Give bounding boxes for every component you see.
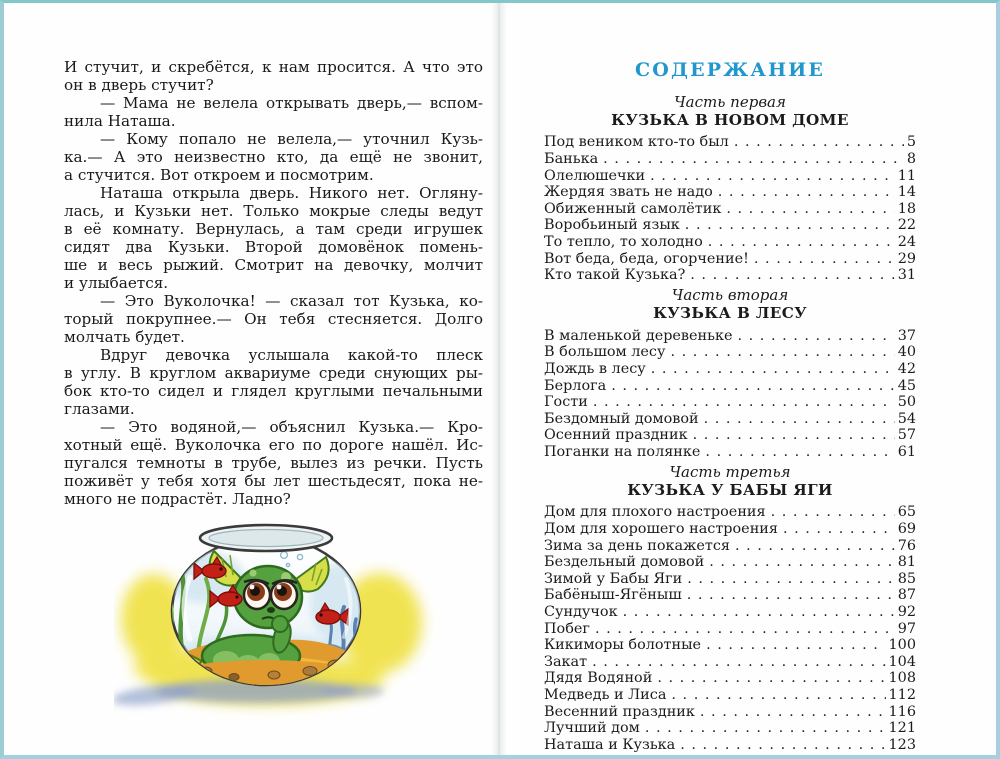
toc-entry-page: 11: [897, 167, 916, 184]
story-line: в углу. В круглом аквариуме среди снующих ры-: [64, 364, 483, 382]
story-line: сидят два Кузьки. Второй домовёнок помень-: [64, 238, 483, 256]
toc-entry-title: Кикиморы болотные: [544, 637, 702, 654]
toc-entry-row: [544, 552, 916, 569]
toc-entry-page: 14: [897, 184, 916, 201]
toc-entry-row: [544, 149, 916, 166]
toc-entry-title: В большом лесу: [544, 344, 666, 361]
toc-entry-title: Зима за день покажется: [544, 537, 730, 554]
toc-part-title: КУЗЬКА В ЛЕСУ: [653, 304, 807, 323]
toc-entry-title: Бездомный домовой: [544, 410, 699, 427]
toc-leader-dots: [701, 408, 895, 422]
toc-entry-title: Медведь и Лиса: [544, 687, 667, 704]
toc-leader-dots: [590, 392, 895, 406]
toc-entry-title: Дом для плохого настроения: [544, 504, 766, 521]
toc-entry-title: Вот беда, беда, огорчение!: [544, 250, 749, 267]
story-line: — Мама не велела открывать дверь,— вспом-: [100, 94, 483, 112]
toc-entry-page: 61: [897, 443, 916, 460]
fishbowl-illustration: [114, 507, 454, 729]
toc-entry-row: [544, 602, 916, 619]
toc-leader-dots: [697, 701, 886, 715]
toc-entry-row: [544, 734, 916, 751]
toc-entry-row: [544, 502, 916, 519]
toc-entry-page: 24: [897, 233, 916, 250]
toc-entry-row: [544, 248, 916, 265]
toc-leader-dots: [648, 359, 895, 373]
story-line: он в дверь стучит?: [64, 76, 214, 94]
toc-entry-title: Гости: [544, 394, 588, 411]
toc-entry-page: 81: [897, 554, 916, 571]
story-line: ка.— А это неизвестно кто, да ещё не звонит,: [64, 148, 483, 166]
toc-entry-row: [544, 132, 916, 149]
toc-entry-page: 42: [897, 360, 916, 377]
toc-leader-dots: [768, 502, 895, 516]
toc-entry-title: Закат: [544, 653, 588, 670]
toc-leader-dots: [732, 535, 895, 549]
toc-leader-dots: [592, 618, 895, 632]
toc-part-label: Часть первая: [674, 93, 786, 111]
toc-part-label: Часть вторая: [671, 286, 789, 305]
toc-entry-page: 37: [897, 327, 916, 344]
toc-entry-title: Бездельный домовой: [544, 554, 705, 571]
story-line: — Кому попало не велела,— уточнил Кузь-: [100, 130, 483, 148]
toc-entry-page: 104: [888, 653, 916, 670]
toc-entry-page: 22: [897, 217, 916, 234]
story-line: Наташа открыла дверь. Никого нет. Огляну-: [100, 184, 483, 202]
toc-part-title: КУЗЬКА У БАБЫ ЯГИ: [627, 481, 833, 500]
toc-leader-dots: [723, 198, 894, 212]
toc-entry-row: [544, 442, 916, 459]
toc-entry-title: Весенний праздник: [544, 703, 695, 720]
toc-entry-title: Зимой у Бабы Яги: [544, 570, 683, 587]
toc-leader-dots: [731, 132, 904, 146]
toc-entry-row: [544, 325, 916, 342]
toc-entry-title: Дядя Водяной: [544, 670, 653, 687]
toc-entry-row: [544, 165, 916, 182]
toc-entry-page: 18: [897, 200, 916, 217]
toc-entry-page: 123: [888, 736, 916, 753]
toc-entry-title: Лучший дом: [544, 720, 640, 737]
toc-entry-title: Обиженный самолётик: [544, 200, 722, 217]
story-line: хотный ещё. Вуколочка его по дороге нашёл. Ис-: [64, 436, 483, 454]
toc-entry-page: 121: [888, 720, 916, 737]
toc-entry-page: 5: [906, 134, 916, 151]
story-line: — Это Вуколочка! — сказал тот Кузька, ко-: [100, 292, 483, 310]
story-line: лась, и Кузьки нет. Только мокрые следы ведут: [64, 202, 483, 220]
toc-entry-title: В маленькой деревеньке: [544, 327, 733, 344]
toc-entry-row: [544, 232, 916, 249]
toc-leader-dots: [690, 425, 895, 439]
toc-leader-dots: [600, 149, 904, 163]
story-line: торый покрупнее.— Он тебя стесняется. Долго: [64, 310, 483, 328]
story-line: поживёт у тебя хотя бы лет шестьдесят, пока не-: [64, 472, 483, 490]
toc-entry-title: Под веником кто-то был: [544, 134, 729, 151]
toc-leader-dots: [667, 342, 894, 356]
story-line: и улыбается.: [64, 274, 169, 292]
toc-leader-dots: [702, 442, 894, 456]
toc-entry-row: [544, 198, 916, 215]
story-line: И стучит, и скребётся, к нам просится. А что это: [64, 58, 483, 76]
toc-leader-dots: [608, 375, 894, 389]
page-gutter: [491, 3, 507, 755]
toc-leader-dots: [677, 734, 885, 748]
toc-entry-title: Олелюшечки: [544, 167, 646, 184]
toc-entry-row: [544, 392, 916, 409]
toc-entry-title: Дождь в лесу: [544, 360, 646, 377]
toc-entry-title: Дом для хорошего настроения: [544, 521, 778, 538]
toc-entry-page: 54: [897, 410, 916, 427]
toc-leader-dots: [668, 685, 885, 699]
toc-leader-dots: [654, 668, 885, 682]
toc-entry-row: [544, 668, 916, 685]
toc-entry-title: То тепло, то холодно: [544, 233, 703, 250]
toc-entry-row: [544, 701, 916, 718]
toc-entry-row: [544, 618, 916, 635]
toc-leader-dots: [684, 585, 895, 599]
toc-entry-page: 29: [897, 250, 916, 267]
toc-title: СОДЕРЖАНИЕ: [634, 59, 826, 81]
story-line: пугался темноты в трубе, вылез из речки. Пусть: [64, 454, 483, 472]
toc-leader-dots: [682, 215, 895, 229]
story-text: [64, 58, 483, 508]
toc-entry-row: [544, 182, 916, 199]
fist-under-chin: [272, 616, 288, 632]
toc-entry-title: Наташа и Кузька: [544, 736, 676, 753]
toc-entry-page: 97: [897, 620, 916, 637]
toc-leader-dots: [647, 165, 895, 179]
toc-entry-page: 45: [897, 377, 916, 394]
toc-entry-page: 50: [897, 394, 916, 411]
toc-leader-dots: [687, 265, 894, 279]
toc-entry-row: [544, 425, 916, 442]
toc-entry-row: [544, 375, 916, 392]
toc-leader-dots: [706, 552, 894, 566]
toc-leader-dots: [780, 519, 895, 533]
toc-entry-page: 76: [897, 537, 916, 554]
toc-leader-dots: [735, 325, 895, 339]
toc-entry-page: 108: [888, 670, 916, 687]
toc-entry-page: 8: [906, 150, 916, 167]
story-line: ше и весь рыжий. Смотрит на девочку, молчит: [64, 256, 483, 274]
toc-entry-title: Берлога: [544, 377, 607, 394]
toc-entry-row: [544, 635, 916, 652]
toc-part-title: КУЗЬКА В НОВОМ ДОМЕ: [611, 111, 849, 129]
story-line: много не подрастёт. Ладно?: [64, 490, 291, 508]
toc-entry-page: 116: [888, 703, 916, 720]
toc-entry-title: Жердяя звать не надо: [544, 184, 713, 201]
toc-leader-dots: [705, 232, 895, 246]
story-line: а стучится. Вот откроем и посмотрим.: [64, 166, 374, 184]
toc-leader-dots: [751, 248, 895, 262]
toc-sections: [544, 94, 916, 751]
toc-entry-page: 85: [897, 570, 916, 587]
toc-leader-dots: [684, 568, 894, 582]
story-line: в её комнату. Вернулась, а там среди игрушек: [64, 220, 483, 238]
toc-entry-page: 87: [897, 587, 916, 604]
toc-leader-dots: [589, 651, 885, 665]
toc-entry-title: Сундучок: [544, 604, 618, 621]
toc-entry-row: [544, 718, 916, 735]
toc-leader-dots: [642, 718, 886, 732]
toc-entry-row: [544, 359, 916, 376]
toc-entry-row: [544, 265, 916, 282]
toc-entry-row: [544, 568, 916, 585]
toc-entry-page: 112: [888, 687, 916, 704]
toc-entry-page: 92: [897, 604, 916, 621]
toc-entry-row: [544, 519, 916, 536]
toc-entry-page: 31: [897, 267, 916, 284]
toc-entry-row: [544, 585, 916, 602]
story-line: нила Наташа.: [64, 112, 176, 130]
toc-entry-row: [544, 408, 916, 425]
toc-entry-row: [544, 535, 916, 552]
story-line: молчать будет.: [64, 328, 185, 346]
toc-part-label: Часть третья: [669, 463, 791, 482]
toc-entry-title: Кто такой Кузька?: [544, 267, 686, 284]
toc-entry-page: 40: [897, 344, 916, 361]
toc-entry-page: 69: [897, 521, 916, 538]
toc-entry-title: Поганки на полянке: [544, 443, 701, 460]
toc-entry-title: Банька: [544, 150, 599, 167]
toc-entry-title: Бабёныш-Ягёныш: [544, 587, 682, 604]
story-line: — Это водяной,— объяснил Кузька.— Кро-: [100, 418, 483, 436]
toc-entry-row: [544, 342, 916, 359]
toc-entry-row: [544, 215, 916, 232]
story-line: Вдруг девочка услышала какой-то плеск: [100, 346, 483, 364]
toc-leader-dots: [620, 602, 895, 616]
toc-entry-title: Побег: [544, 620, 590, 637]
toc-entry-page: 65: [897, 504, 916, 521]
toc-entry-page: 100: [888, 637, 916, 654]
toc-entry-row: [544, 651, 916, 668]
story-line: глазами.: [64, 400, 135, 418]
toc-entry-page: 57: [897, 427, 916, 444]
story-line: бок кто-то сидел и глядел круглыми печальными: [64, 382, 483, 400]
toc-entry-row: [544, 685, 916, 702]
toc-leader-dots: [715, 182, 895, 196]
toc-entry-title: Осенний праздник: [544, 427, 688, 444]
table-of-contents-page: [544, 59, 916, 751]
nose: [267, 607, 275, 613]
toc-entry-title: Воробьиный язык: [544, 217, 680, 234]
toc-leader-dots: [703, 635, 885, 649]
